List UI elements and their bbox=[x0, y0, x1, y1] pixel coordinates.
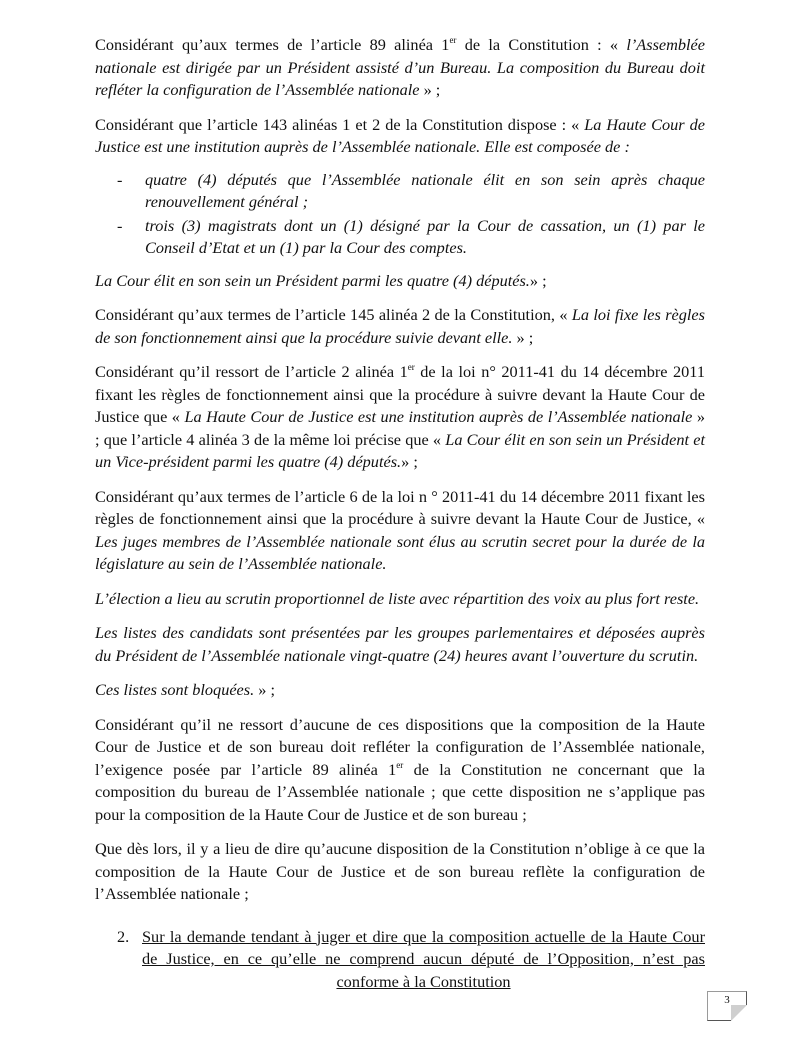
superscript: er bbox=[407, 362, 415, 372]
text: Que dès lors, il y a lieu de dire qu’aucune disposition de la Constitution n’oblige à ce que la composition de la Haute Cour de Justice et de son bureau reflète la configuration de l’Assemblée nationale ; bbox=[95, 839, 705, 903]
dash-bullet: - bbox=[117, 215, 123, 235]
list-item bbox=[95, 169, 705, 214]
text: Considérant que l’article 143 alinéas 1 et 2 de la Constitution dispose : « bbox=[95, 114, 585, 134]
quote: La Haute Cour de Justice est une institution auprès de l’Assemblée nationale. Elle est composée de : bbox=[95, 114, 705, 156]
superscript: er bbox=[449, 35, 457, 45]
list-item-text: trois (3) magistrats dont un (1) désigné par la Cour de cassation, un (1) par le Conseil d’Etat et un (1) par la Cour des comptes. bbox=[145, 215, 705, 257]
text: » ; que l’article 4 alinéa 3 de la même loi précise que « bbox=[95, 407, 705, 449]
section-heading-2 bbox=[95, 926, 705, 994]
paragraph-loi-article-6 bbox=[95, 486, 705, 576]
paragraph-loi-article-2 bbox=[95, 361, 705, 474]
paragraph-listes-bloquees bbox=[95, 679, 705, 702]
text: » ; bbox=[401, 452, 418, 471]
text: » ; bbox=[529, 270, 547, 290]
superscript: er bbox=[396, 759, 404, 770]
quote: L’élection a lieu au scrutin proportionnel de liste avec répartition des voix au plus fort reste. bbox=[95, 588, 700, 608]
text: Considérant qu’aux termes de l’article 6 de la loi n ° 2011-41 du 14 décembre 2011 fixant les règles de fonctionnement ainsi que la procédure à suivre devant la Haute Cour de Justice, « bbox=[95, 486, 705, 528]
list-item-text: quatre (4) députés que l’Assemblée nationale élit en son sein après chaque renouvellement général ; bbox=[145, 169, 705, 211]
section-title: Sur la demande tendant à juger et dire que la composition actuelle de la Haute Cour de Justice, en ce qu’elle ne comprend aucun député de l’Opposition, n’est pas conforme à la Constitution bbox=[142, 926, 705, 991]
text: » ; bbox=[512, 327, 534, 347]
quote: Les listes des candidats sont présentées par les groupes parlementaires et déposées auprès du Président de l’Assemblée nationale vingt-quatre (24) heures avant l’ouverture du scrutin. bbox=[95, 623, 705, 665]
paragraph-article-89 bbox=[95, 34, 705, 102]
paragraph-election bbox=[95, 588, 705, 611]
text: de la Constitution : « bbox=[456, 35, 627, 54]
list-item bbox=[95, 215, 705, 260]
quote: l’Assemblée nationale est dirigée par un Président assisté d’un Bureau. La composition du Bureau doit refléter la configuration de l’Assemblée nationale bbox=[95, 35, 706, 99]
text: Considérant qu’aux termes de l’article 89 alinéa 1 bbox=[95, 35, 450, 54]
page-number: 3 bbox=[724, 994, 730, 1006]
text: Considérant qu’aux termes de l’article 145 alinéa 2 de la Constitution, « bbox=[95, 305, 572, 324]
document-body bbox=[95, 34, 705, 993]
text: Considérant qu’il ressort de l’article 2 alinéa 1 bbox=[95, 362, 408, 381]
dash-bullet: - bbox=[117, 169, 123, 189]
paragraph-article-145 bbox=[95, 304, 705, 349]
text: » ; bbox=[254, 680, 275, 699]
composition-list bbox=[95, 169, 705, 260]
page-number-box bbox=[707, 991, 747, 1021]
quote: Les juges membres de l’Assemblée nationale sont élus au scrutin secret pour la durée de la législature au sein de l’Assemblée nationale. bbox=[95, 531, 705, 573]
text: » ; bbox=[419, 80, 441, 99]
section-number: 2. bbox=[117, 926, 130, 946]
quote: La loi fixe les règles de son fonctionnement ainsi que la procédure suivie devant elle. bbox=[95, 305, 705, 347]
paragraph-cour-president bbox=[95, 270, 705, 293]
quote: La Haute Cour de Justice est une institution auprès de l’Assemblée nationale bbox=[184, 407, 693, 426]
quote: La Cour élit en son sein un Président et un Vice-président parmi les quatre (4) députés. bbox=[95, 429, 706, 471]
paragraph-considerant-dispositions bbox=[95, 714, 705, 827]
paragraph-listes-candidats bbox=[95, 622, 705, 667]
text: de la loi n° 2011-41 du 14 décembre 2011 fixant les règles de fonctionnement ainsi que la procédure à suivre devant la Haute Cour de Justice que « bbox=[95, 362, 705, 426]
text: de la Constitution ne concernant que la composition du bureau de l’Assemblée nationale ; que cette disposition ne s’applique pas pour la composition de la Haute Cour de Justice et de son bureau ; bbox=[95, 759, 705, 824]
quote: La Cour élit en son sein un Président parmi les quatre (4) députés. bbox=[95, 270, 530, 290]
paragraph-conclusion bbox=[95, 838, 705, 906]
quote: Ces listes sont bloquées. bbox=[95, 680, 255, 699]
paragraph-article-143 bbox=[95, 114, 705, 159]
text: Considérant qu’il ne ressort d’aucune de ces dispositions que la composition de la Haute Cour de Justice et de son bureau doit refléter la configuration de l’Assemblée nationale, l’exigence posée par l’article 89 alinéa 1 bbox=[95, 714, 705, 779]
